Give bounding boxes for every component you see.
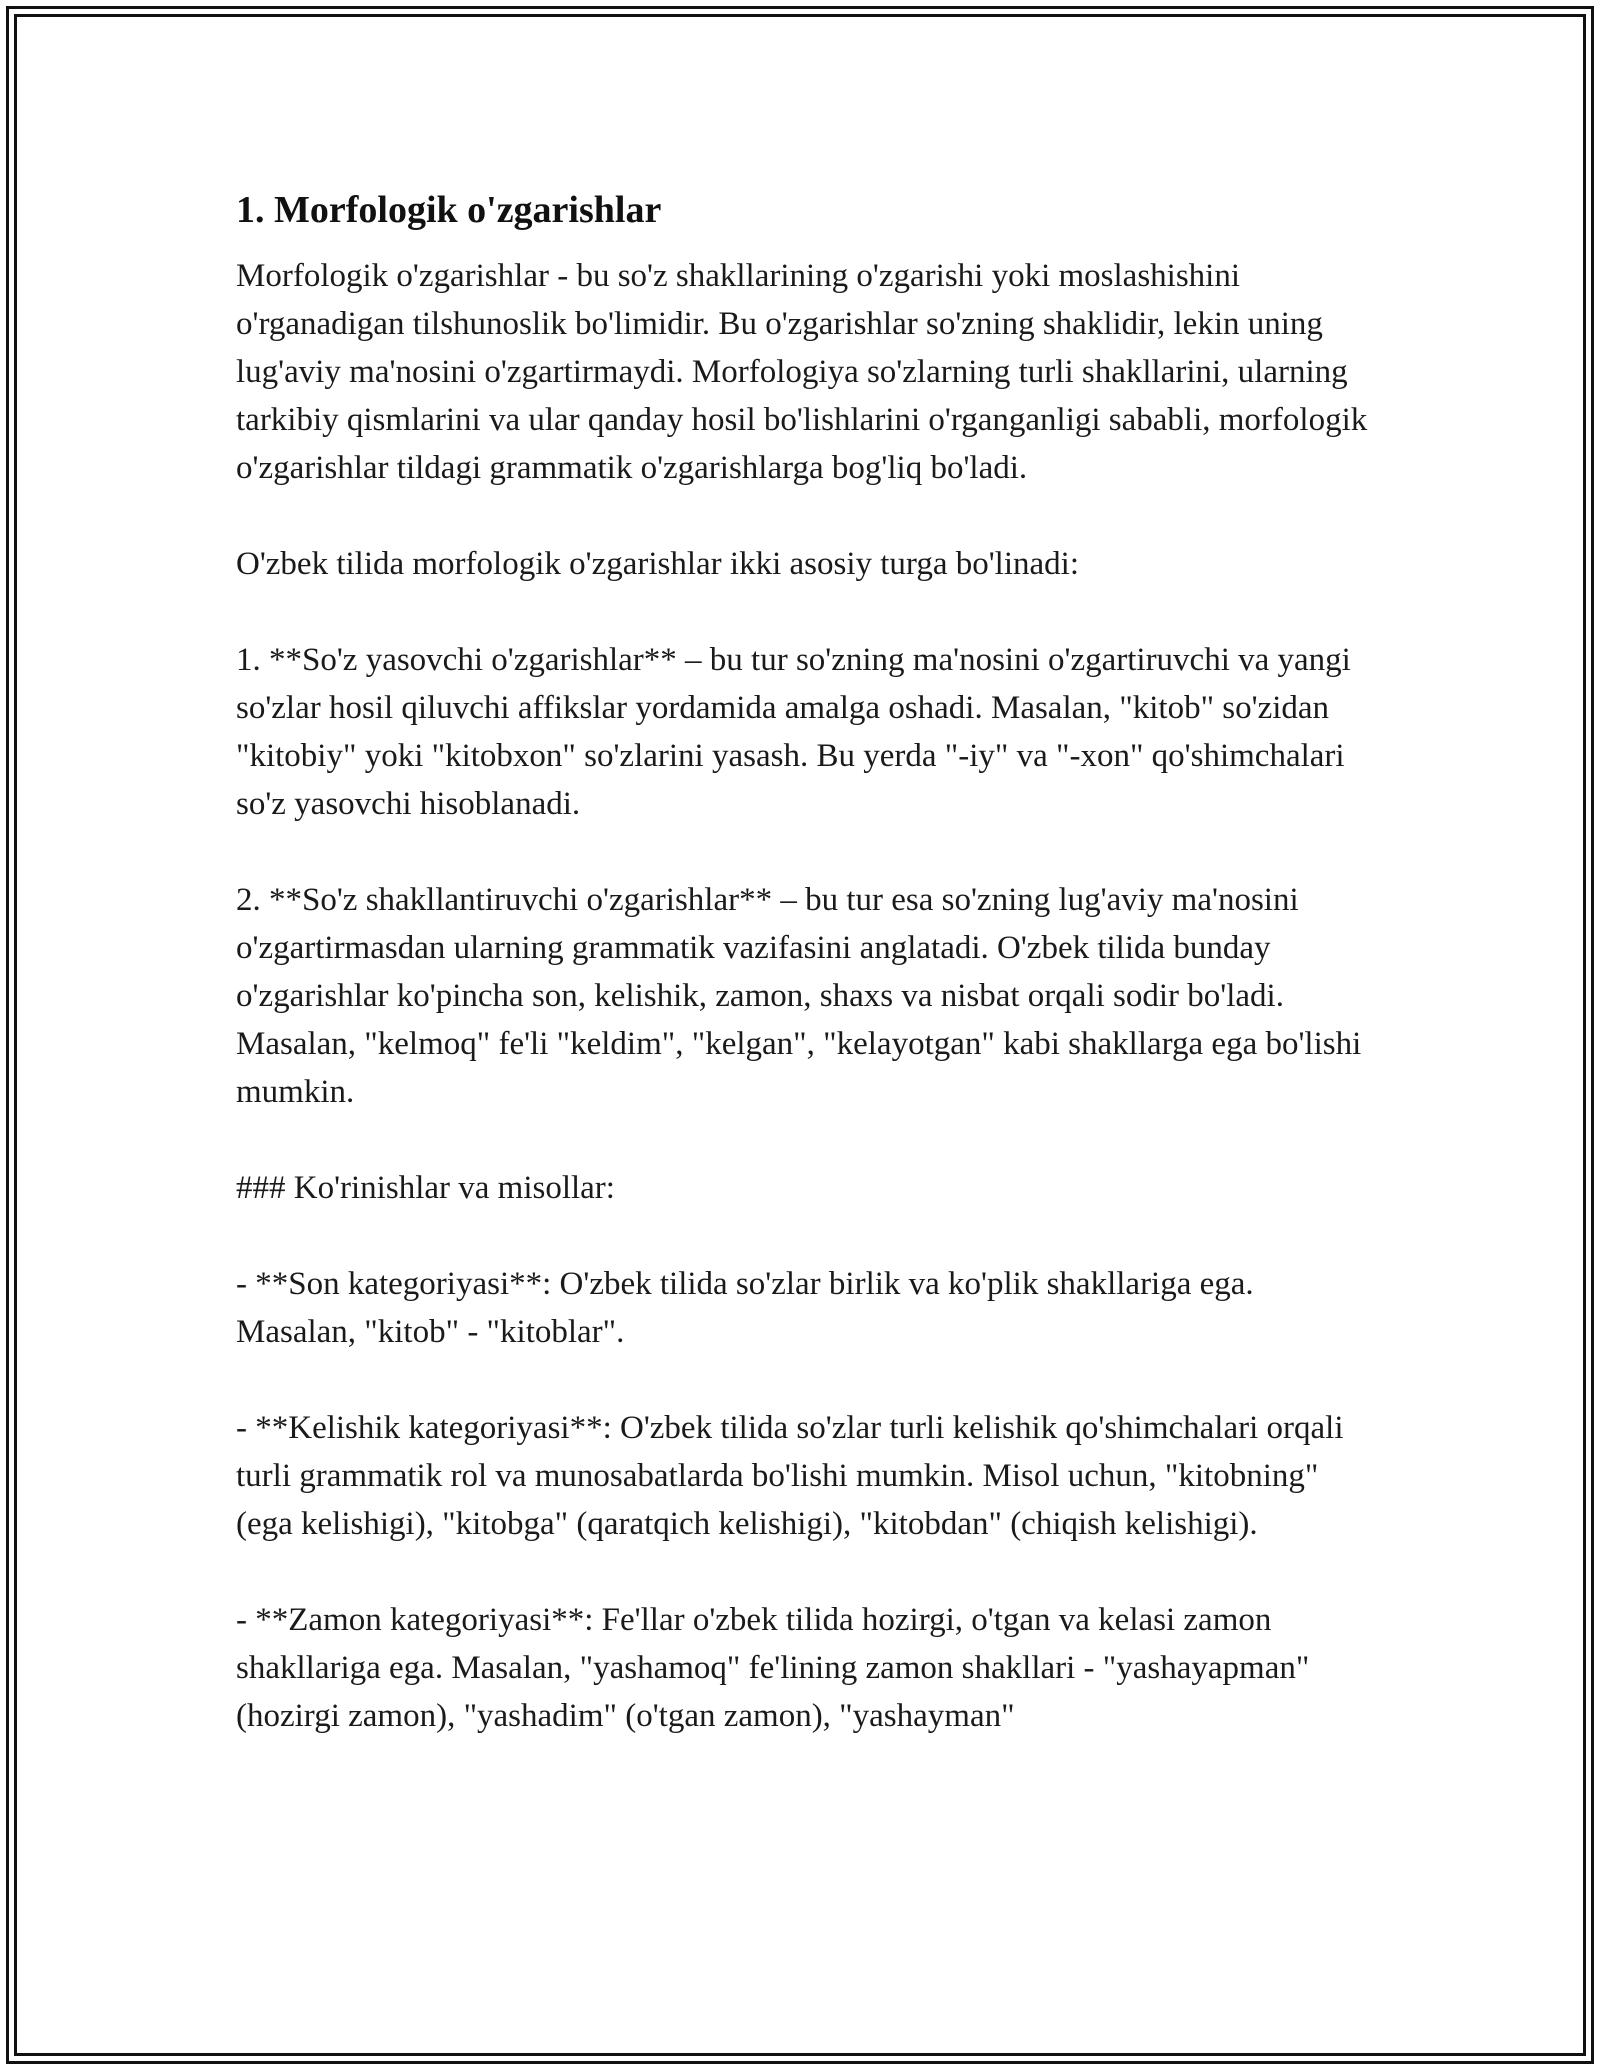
subheading-examples: ### Ko'rinishlar va misollar: [236, 1170, 615, 1206]
paragraph-form-building: 2. **So'z shakllantiruvchi o'zgarishlar** – bu tur esa so'zning lug'aviy ma'nosini o'zgartirmasdan ularning grammatik vazifasini anglatadi. O'zbek tilida bunday o'zgarishlar ko'pincha son, kelishik, zamon, shaxs va nisbat orqali sodir bo'ladi. Masalan, "kelmoq" fe'li "keldim", "kelgan", "kelayotgan" kabi shakllarga ega bo'lishi mumkin. [236, 882, 1370, 1110]
document-body [236, 186, 1376, 1788]
paragraph-types-lead: O'zbek tilida morfologik o'zgarishlar ikki asosiy turga bo'linadi: [236, 546, 1079, 582]
section-title: 1. Morfologik o'zgarishlar [236, 189, 662, 231]
list-item-number-category: - **Son kategoriyasi**: O'zbek tilida so'zlar birlik va ko'plik shakllariga ega. Masalan, "kitob" - "kitoblar". [236, 1266, 1262, 1350]
paragraph-word-forming: 1. **So'z yasovchi o'zgarishlar** – bu tur so'zning ma'nosini o'zgartiruvchi va yangi so'zlar hosil qiluvchi affikslar yordamida amalga oshadi. Masalan, "kitob" so'zidan "kitobiy" yoki "kitobxon" so'zlarini yasash. Bu yerda "-iy" va "-xon" qo'shimchalari so'z yasovchi hisoblanadi. [236, 642, 1360, 822]
paragraph-intro: Morfologik o'zgarishlar - bu so'z shakllarining o'zgarishi yoki moslashishini o'rganadigan tilshunoslik bo'limidir. Bu o'zgarishlar so'zning shaklidir, lekin uning lug'aviy ma'nosini o'zgartirmaydi. Morfologiya so'zlarning turli shakllarini, ularning tarkibiy qismlarini va ular qanday hosil bo'lishlarini o'rganganligi sababli, morfologik o'zgarishlar tildagi grammatik o'zgarishlarga bog'liq bo'ladi. [236, 258, 1376, 486]
list-item-case-category: - **Kelishik kategoriyasi**: O'zbek tilida so'zlar turli kelishik qo'shimchalari orqali turli grammatik rol va munosabatlarda bo'lishi mumkin. Misol uchun, "kitobning" (ega kelishigi), "kitobga" (qaratqich kelishigi), "kitobdan" (chiqish kelishigi). [236, 1410, 1352, 1542]
list-item-tense-category: - **Zamon kategoriyasi**: Fe'llar o'zbek tilida hozirgi, o'tgan va kelasi zamon shakllariga ega. Masalan, "yashamoq" fe'lining zamon shakllari - "yashayapman" (hozirgi zamon), "yashadim" (o'tgan zamon), "yashayman" [236, 1602, 1318, 1734]
